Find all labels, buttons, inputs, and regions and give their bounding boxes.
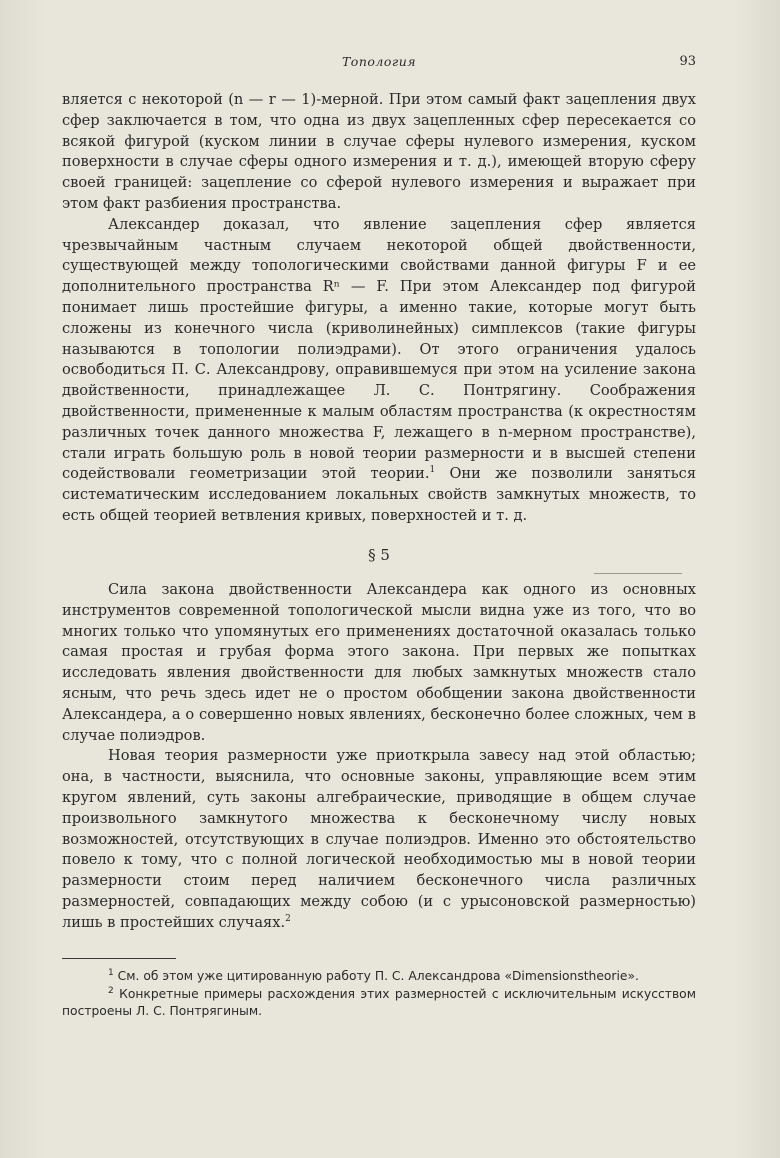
- footnotes: [62, 968, 696, 1021]
- paragraph-continued: вляется с некоторой (n — r — 1)-мерной. При этом самый факт зацепления двух сфер заключается в том, что одна из двух зацепленных сфер пересекается со всякой фигурой (куском линии в случае сферы нулевого измерения, куском поверхности в случае сферы одного измерения и т. д.), имеющей вторую сферу своей границей: зацепление со сферой нулевого измерения и выражает при этом факт разбиения пространства.: [62, 91, 696, 212]
- footnote-2-text: Конкретные примеры расхождения этих размерностей с исключительным искусством построены Л. С. Понтрягиным.: [62, 986, 696, 1018]
- running-title: Топология: [341, 54, 417, 69]
- footnote-1-mark: 1: [108, 967, 114, 978]
- page-header: [62, 54, 696, 74]
- footnote-ref-2: 2: [285, 913, 291, 924]
- paragraph-alexander-text: Александер доказал, что явление зацепления сфер является чрезвычайным частным случаем некоторой общей двойственности, существующей между топологическими свойствами данной фигуры F и ее дополнительного пространства Rⁿ — F. При этом Александер под фигурой понимает лишь простейшие фигуры, а именно такие, которые могут быть сложены из конечного числа (криволинейных) симплексов (такие фигуры называются в топологии полиэдрами). От этого ограничения удалось освободиться П. С. Александрову, оправившемуся при этом на усиление закона двойственности, принадлежащее Л. С. Понтрягину. Соображения двойственности, примененные к малым областям пространства (к окрестностям различных точек данного множества F, лежащего в n-мерном пространстве), стали играть большую роль в новой теории размерности и в высшей степени содействовали геометризации этой теории.: [62, 215, 696, 483]
- decorative-line: [594, 573, 682, 574]
- text-block-upper: [62, 90, 696, 527]
- footnote-2: [62, 986, 696, 1021]
- page-number: 93: [679, 54, 696, 69]
- footnote-1-text: См. об этом уже цитированную работу П. С. Александрова «Dimensionstheorie».: [117, 969, 639, 983]
- footnote-2-mark: 2: [108, 985, 114, 996]
- paragraph-force: Сила закона двойственности Александера как одного из основных инструментов современной топологической мысли видна уже из того, что во многих только что упомянутых его применениях достаточной оказалась только самая простая и грубая форма этого закона. При первых же попытках исследовать явления двойственности для любых замкнутых множеств стало ясным, что речь здесь идет не о простом обобщении закона двойственности Александера, а о совершенно новых явлениях, бесконечно более сложных, чем в случае полиэдров.: [62, 581, 696, 744]
- text-block-lower: [62, 580, 696, 934]
- section-heading: § 5: [368, 546, 390, 564]
- paragraph-new-theory-text: Новая теория размерности уже приоткрыла завесу над этой областью; она, в частности, выяснила, что основные законы, управляющие всем этим кругом явлений, суть законы алгебраические, приводящие в общем случае произвольного замкнутого множества к бесконечному числу новых возможностей, отсутствующих в случае полиэдров. Именно это обстоятельство повело к тому, что с полной логической необходимостью мы в новой теории размерности стоим перед наличием бесконечного числа различных размерностей, совпадающих между собою (и с урысоновской размерностью) лишь в простейших случаях.: [62, 747, 696, 931]
- paragraph-new-theory: [62, 746, 696, 933]
- footnote-rule: [62, 958, 176, 959]
- paragraph-alexander-tail: Они же позволили заняться систематическим исследованием локальных свойств замкнутых множеств, то есть общей теорией ветвления кривых, поверхностей и т. д.: [62, 465, 697, 524]
- paragraph-alexander: [62, 215, 696, 527]
- footnote-ref-1: 1: [429, 465, 436, 476]
- footnote-1: [62, 968, 696, 986]
